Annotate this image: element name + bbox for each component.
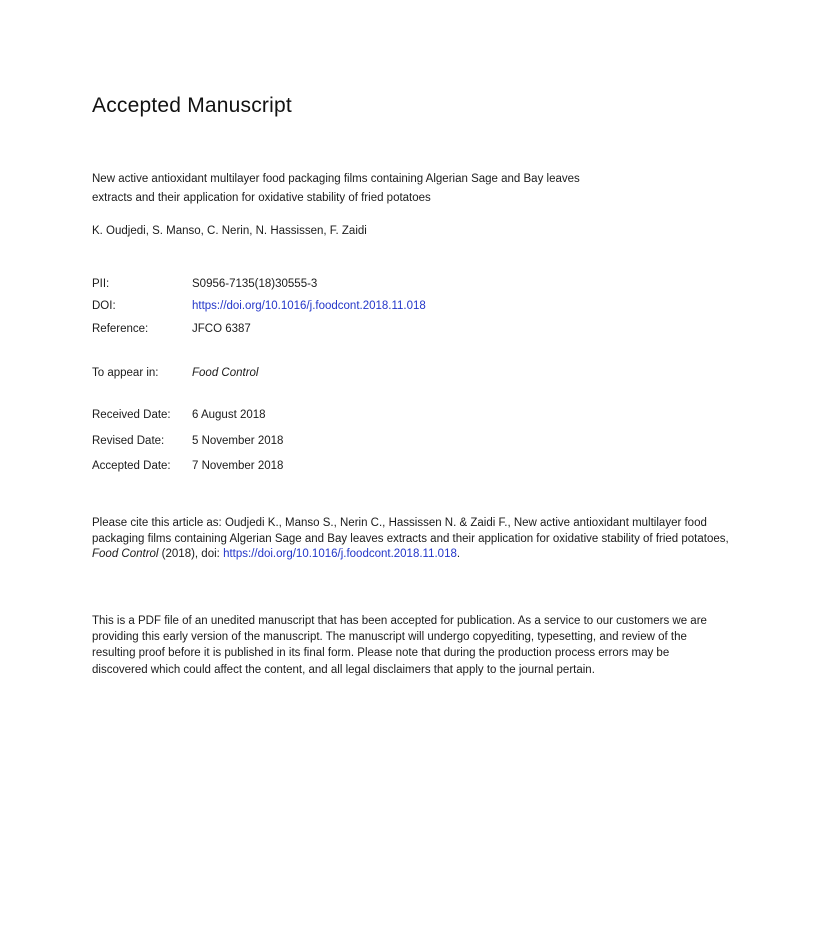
pii-row <box>92 277 317 291</box>
citation-text-after: . <box>456 548 461 560</box>
accepted-date-label: Accepted Date: <box>92 460 171 472</box>
doi-label: DOI: <box>92 300 116 312</box>
citation-journal-name: Food Control <box>92 548 159 560</box>
received-date-row <box>92 408 266 422</box>
accepted-date-row <box>92 459 283 473</box>
doi-row <box>92 299 426 313</box>
citation-paragraph <box>92 516 734 563</box>
citation-doi-link[interactable]: https://doi.org/10.1016/j.foodcont.2018.11.018 <box>223 548 457 560</box>
pii-label: PII: <box>92 278 110 290</box>
received-date-label: Received Date: <box>92 409 171 421</box>
reference-row <box>92 322 251 336</box>
pii-value: S0956-7135(18)30555-3 <box>192 278 318 290</box>
article-title: New active antioxidant multilayer food packaging films containing Algerian Sage and Bay leaves extracts and their application for oxidative stability of fried potatoes <box>92 173 580 204</box>
article-authors: K. Oudjedi, S. Manso, C. Nerin, N. Hassissen, F. Zaidi <box>92 225 367 237</box>
citation-text-before: Please cite this article as: Oudjedi K., Manso S., Nerin C., Hassissen N. & Zaidi F., New active antioxidant multilayer food packaging films containing Algerian Sage and Bay leaves extracts and their application for oxidative stability of fried potatoes, <box>92 517 729 545</box>
disclaimer-paragraph: This is a PDF file of an unedited manuscript that has been accepted for publication. As a service to our customers we are providing this early version of the manuscript. The manuscript will undergo copyediting, typesetting, and review of the resulting proof before it is published in its final form. Please note that during the production process errors may be discovered which could affect the content, and all legal disclaimers that apply to the journal pertain. <box>92 615 707 676</box>
reference-value: JFCO 6387 <box>192 323 251 335</box>
to-appear-in-label: To appear in: <box>92 367 159 379</box>
to-appear-in-row <box>92 366 258 380</box>
revised-date-label: Revised Date: <box>92 435 165 447</box>
reference-label: Reference: <box>92 323 149 335</box>
received-date-value: 6 August 2018 <box>192 409 266 421</box>
page-title: Accepted Manuscript <box>92 94 292 117</box>
doi-link[interactable]: https://doi.org/10.1016/j.foodcont.2018.11.018 <box>192 300 426 312</box>
citation-text-middle: (2018), doi: <box>158 548 224 560</box>
journal-name: Food Control <box>192 367 259 379</box>
revised-date-value: 5 November 2018 <box>192 435 284 447</box>
accepted-date-value: 7 November 2018 <box>192 460 284 472</box>
revised-date-row <box>92 434 283 448</box>
